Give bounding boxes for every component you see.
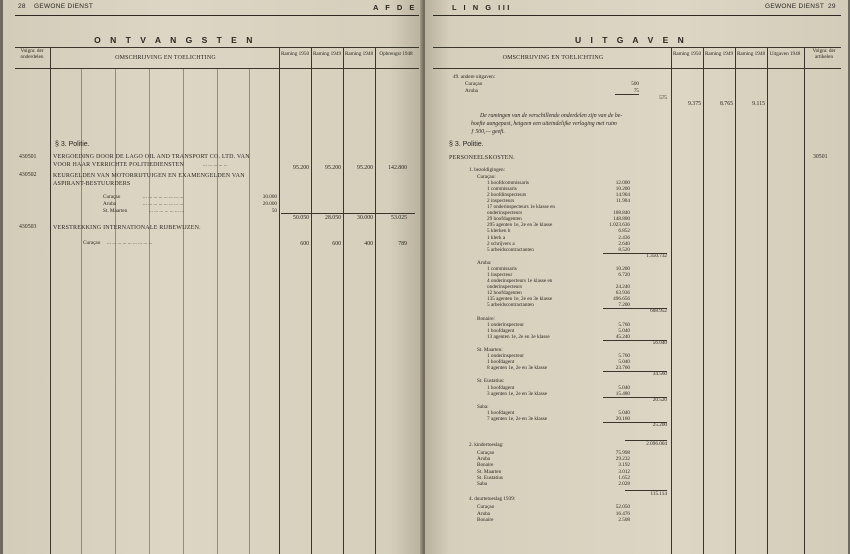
duurte-row-amount: 2.508 [618, 517, 630, 524]
col-line [279, 47, 280, 554]
col-line [735, 47, 736, 554]
raming-1948-value: 95.200 [357, 165, 373, 171]
col-omschrijving: OMSCHRIJVING EN TOELICHTING [502, 55, 604, 61]
entry-nr: 430502 [19, 172, 37, 178]
raming-1948-value: 400 [364, 241, 373, 247]
salary-row-label: 1 hoofdagent [487, 384, 515, 391]
kinder-row-amount: 1.652 [618, 474, 630, 481]
salary-row-label: 1 hoofdcommissaris [487, 180, 529, 187]
title-rule [433, 47, 841, 48]
raming-1949-value: 8.765 [719, 101, 733, 107]
right-section-heading: § 3. Politie. [449, 141, 484, 148]
sum-rule [615, 94, 639, 95]
salary-row-label: onderinspecteurs [487, 284, 523, 291]
note-line: hoefte aangepast, hetgeen een uiteindelijke verlaging met ruim [471, 121, 617, 127]
salary-row-amount: 6.852 [618, 228, 630, 235]
right-running-head: GEWONE DIENST [765, 3, 825, 10]
col-line [767, 47, 768, 554]
salary-row-label: 1 inspecteur [487, 272, 513, 278]
col-line [671, 47, 672, 554]
bezoldigingen-label: 1. bezoldigingen: [469, 167, 506, 173]
col-line [804, 47, 805, 554]
breakdown-label: St. Maarten [103, 208, 128, 214]
item49-row-amount: 75 [633, 88, 639, 94]
personeel-heading: PERSONEELSKOSTEN. [449, 155, 515, 161]
salary-row-amount: 148.800 [613, 216, 630, 223]
group-total: 25.200 [652, 422, 667, 428]
duurte-row-label: Curaçao [477, 504, 495, 510]
breakdown-amount: 50 [271, 208, 277, 214]
item49-total: 575 [659, 95, 667, 101]
item49-row-amount: 500 [631, 81, 639, 87]
raming-1948-value: 30.000 [357, 215, 373, 221]
salary-row-amount: 108.840 [613, 210, 630, 217]
breakdown-dots: ... ... ... ... ... ... ... ... ... [107, 240, 153, 246]
col-raming-1950: Raming 1950 [672, 51, 702, 57]
kinder-row-label: St. Eustatius [477, 474, 503, 481]
kindertoeslag-label: 2. kindertoeslag: [469, 442, 504, 448]
salary-row-amount: 15.480 [615, 390, 630, 397]
faint-line [149, 68, 150, 554]
salary-row-amount: 12.000 [615, 180, 630, 187]
salary-row-amount: 10.200 [615, 186, 630, 193]
group-total: 1.350.732 [646, 252, 667, 259]
salary-row-label: 1 onderinspecteur [487, 321, 525, 328]
left-page [3, 0, 423, 554]
top-rule [433, 15, 841, 16]
salary-row-label: 5 arbeidscontractanten [487, 302, 534, 309]
kinder-row-label: Saba [477, 481, 488, 487]
opbrengst-1948-value: 142.800 [388, 165, 407, 171]
group-total: 20.520 [652, 396, 667, 403]
col-line [311, 47, 312, 554]
raming-1950-value: 9.375 [687, 101, 701, 107]
salary-row-amount: 5.760 [618, 321, 630, 328]
kinder-row-amount: 2.028 [618, 481, 630, 487]
breakdown-label: Curaçao [83, 240, 101, 246]
salary-row-amount: 6.720 [618, 272, 630, 278]
salary-row-label: 3 agenten 1e, 2e en 3e klasse [487, 390, 548, 397]
kinder-row-amount: 3.012 [618, 468, 630, 475]
salary-row-label: onderinspecteurs [487, 210, 523, 217]
salary-row-label: 17 onderinspecteurs 1e klasse en [487, 204, 555, 211]
sum-rule [281, 213, 415, 214]
raming-1950-value: 50.050 [293, 215, 309, 221]
entry-line1: KEURGELDEN VAN MOTORRIJTUIGEN EN EXAMENGELDEN VAN [53, 173, 245, 179]
col-line [343, 47, 344, 554]
salary-row-amount: 5.040 [618, 359, 630, 366]
item49-label: 49. andere uitgaven: [453, 74, 496, 80]
breakdown-label: Aruba [103, 201, 116, 207]
right-heading-fragment: L I N G III [452, 3, 512, 12]
entry-nr: 430503 [19, 224, 37, 230]
kinder-row-amount: 29.232 [615, 456, 630, 463]
col-raming-1949: Raming 1949 [704, 51, 734, 57]
entry-dots: ... ... ... ... ... [203, 162, 228, 168]
col-raming-1948: Raming 1948 [344, 51, 374, 57]
kinder-row-label: Curaçao [477, 450, 495, 456]
salary-row-label: 135 agenten 1e, 2e en 3e klasse [487, 296, 553, 303]
left-heading-fragment: A F D E [373, 3, 417, 12]
duurte-row-label: Aruba [477, 510, 490, 517]
salary-row-amount: 11.904 [615, 198, 630, 205]
left-running-head: GEWONE DIENST [34, 3, 94, 10]
entry-line2: VOOR HAAR VERRICHTE POLITIEDIENSTEN [53, 162, 185, 168]
salary-row-label: 13 agenten 1e, 2e en 3e klasse [487, 333, 550, 340]
right-table-title: U I T G A V E N [575, 35, 688, 45]
salary-row-label: 2 hoofdinspecteurs [487, 192, 527, 199]
col-uitgaven-1948: Uitgaven 1948 [769, 51, 801, 57]
col-volgnr: Volgnr. der artikelen [812, 48, 836, 60]
raming-1948-value: 9.115 [752, 101, 765, 107]
salary-row-amount: 5.040 [618, 327, 630, 334]
artikel-nr: 30501 [813, 154, 828, 160]
left-table-title: O N T V A N G S T E N [94, 35, 256, 45]
header-rule [433, 68, 841, 69]
salary-row-amount: 5.040 [618, 409, 630, 416]
salary-row-label: 1 hoofdagent [487, 409, 515, 416]
right-page-number: 29 [828, 3, 836, 10]
duurtetoeslag-label: 4. duurtetoeslag 1939: [469, 496, 516, 502]
kinder-row-label: Aruba [477, 456, 490, 463]
item49-row-label: Curaçao [465, 81, 483, 87]
group-heading: Curaçao: [477, 174, 496, 180]
raming-1949-value: 28.050 [325, 215, 341, 221]
kinder-row-label: St. Maarten [477, 468, 502, 475]
salary-row-label: 12 hoofdagenten [487, 290, 522, 297]
col-raming-1948: Raming 1948 [736, 51, 766, 57]
salary-row-amount: 23.760 [615, 365, 630, 372]
duurte-row-label: Bonaire [477, 517, 494, 524]
item49-row-label: Aruba [465, 88, 478, 94]
duurte-row-amount: 16.476 [615, 510, 630, 517]
salary-row-amount: 8.520 [618, 246, 630, 253]
left-section-heading: § 3. Politie. [55, 141, 90, 148]
breakdown-amount: 30.000 [262, 194, 277, 200]
faint-line [249, 68, 250, 554]
salary-row-label: 2 schrijvers a [487, 240, 515, 247]
note-line: De ramingen van de verschillende onderdelen zijn van de be- [480, 113, 623, 119]
kinder-row-label: Bonaire [477, 462, 494, 469]
salary-row-label: 1 commissaris [487, 265, 517, 272]
faint-line [115, 68, 116, 554]
faint-line [217, 68, 218, 554]
salary-row-amount: 5.760 [618, 353, 630, 360]
group-total: 608.952 [650, 308, 667, 315]
duurte-row-amount: 52.050 [615, 504, 630, 510]
salary-row-amount: 14.904 [615, 192, 630, 199]
salary-row-amount: 10.200 [615, 265, 630, 272]
raming-1950-value: 95.200 [293, 165, 309, 171]
col-raming-1950: Raming 1950 [280, 51, 310, 57]
group-total: 56.040 [652, 339, 667, 346]
col-volgnr: Volgnr. der onderdelen [20, 48, 44, 60]
group-heading: Saba: [477, 403, 489, 410]
col-line [703, 47, 704, 554]
salary-row-amount: 5.040 [618, 384, 630, 391]
salary-row-label: 29 hoofdagenten [487, 216, 522, 223]
breakdown-amount: 20.000 [262, 201, 277, 207]
group-heading: Aruba: [477, 259, 492, 266]
note-line: ƒ 500,— geeft. [471, 129, 505, 135]
kindertoeslag-total: 115.114 [650, 491, 667, 497]
kinder-row-amount: 3.192 [618, 462, 630, 469]
salary-row-label: 5 arbeidscontractanten [487, 246, 534, 253]
salary-row-label: 2 inspecteurs [487, 198, 515, 205]
kinder-row-amount: 75.998 [615, 450, 630, 456]
breakdown-dots: ... ... ... ... ... ... ... ... [143, 194, 184, 200]
salary-row-label: 1 klerk a [487, 234, 506, 241]
bezoldigingen-total: 2.096.004 [646, 441, 667, 447]
salary-row-label: 1 onderinspecteur [487, 353, 525, 360]
top-rule [15, 15, 419, 16]
salary-row-amount: 2.640 [618, 240, 630, 247]
salary-row-label: 1 hoofdagent [487, 327, 515, 334]
salary-row-label: 5 klerken b [487, 228, 511, 235]
salary-row-amount: 7.200 [618, 302, 630, 309]
raming-1950-value: 600 [300, 241, 309, 247]
entry-line1: VERSTREKKING INTERNATIONALE RIJBEWIJZEN. [53, 225, 201, 231]
entry-line1: VERGOEDING DOOR DE LAGO OIL AND TRANSPORT CO. LTD. VAN [53, 154, 250, 160]
salary-row-label: 1 hoofdagent [487, 359, 515, 366]
col-opbrengst-1948: Opbrengst 1948 [379, 51, 413, 57]
salary-row-amount: 2.436 [618, 234, 630, 241]
entry-nr: 430501 [19, 154, 37, 160]
entry-line2: ASPIRANT-BESTUURDERS [53, 181, 131, 187]
breakdown-dots: ... ... ... ... ... ... ... [149, 208, 185, 214]
raming-1949-value: 600 [332, 241, 341, 247]
group-total: 34.560 [652, 371, 667, 378]
col-line [50, 47, 51, 554]
salary-row-label: 8 agenten 1e, 2e en 3e klasse [487, 365, 548, 372]
opbrengst-1948-value: 789 [398, 241, 407, 247]
raming-1949-value: 95.200 [325, 165, 341, 171]
breakdown-label: Curaçao [103, 194, 121, 200]
faint-line [183, 68, 184, 554]
salary-row-label: 295 agenten 1e, 2e en 3e klasse [487, 222, 553, 229]
salary-row-amount: 1.023.636 [609, 222, 630, 229]
title-rule [15, 47, 419, 48]
group-heading: St. Maarten: [477, 347, 503, 353]
group-heading: Bonaire: [477, 315, 495, 322]
salary-row-amount: 24.240 [615, 284, 630, 291]
opbrengst-1948-value: 53.025 [391, 215, 407, 221]
salary-row-label: 7 agenten 1e, 2e en 3e klasse [487, 415, 548, 422]
right-page [425, 0, 848, 554]
group-heading: St. Eustatius: [477, 378, 505, 385]
col-line [375, 47, 376, 554]
breakdown-dots: ... ... ... ... ... ... ... ... [143, 201, 184, 207]
col-raming-1949: Raming 1949 [312, 51, 342, 57]
left-page-number: 28 [18, 3, 26, 10]
salary-row-amount: 45.240 [615, 333, 630, 340]
salary-row-amount: 496.656 [613, 296, 630, 303]
col-omschrijving: OMSCHRIJVING EN TOELICHTING [115, 55, 216, 61]
salary-row-amount: 20.160 [615, 415, 630, 422]
salary-row-amount: 63.936 [615, 290, 630, 297]
salary-row-label: 1 commissaris [487, 186, 517, 193]
salary-row-label: 4 onderinspecteurs 1e klasse en [487, 278, 553, 285]
